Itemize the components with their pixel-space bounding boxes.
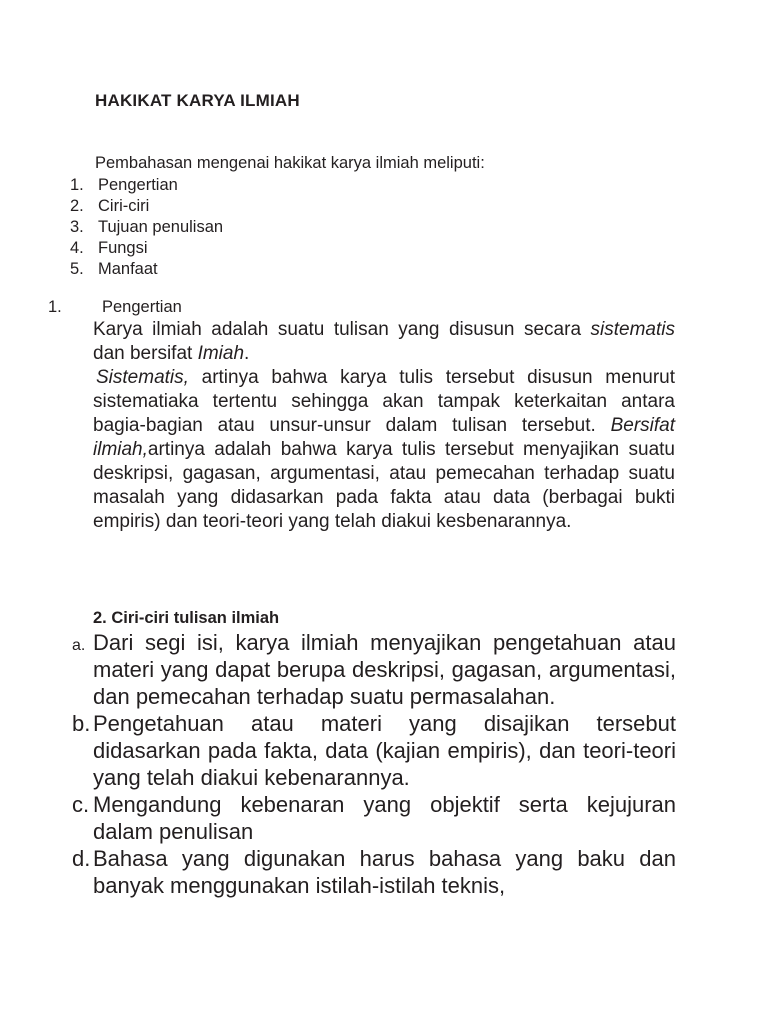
intro-text: Pembahasan mengenai hakikat karya ilmiah meliputi: (95, 154, 485, 172)
paragraph-text: dan bersifat (93, 343, 198, 364)
list-item-text: Mengandung kebenaran yang objektif serta kejujuran dalam penulisan (93, 792, 676, 844)
toc-item-label: Manfaat (98, 260, 158, 278)
toc-item (70, 217, 223, 238)
section1-heading-label: Pengertian (102, 298, 182, 316)
list-item-marker: c. (72, 792, 90, 817)
list-item (72, 845, 676, 899)
toc-item (70, 259, 223, 280)
section2-heading: 2. Ciri-ciri tulisan ilmiah (93, 609, 280, 627)
paragraph-text: . (244, 343, 250, 364)
toc-item (70, 196, 223, 217)
document-title: HAKIKAT KARYA ILMIAH (95, 91, 300, 110)
section1-paragraph-definition (93, 318, 675, 366)
list-item-text: Bahasa yang digunakan harus bahasa yang baku dan banyak menggunakan istilah-istilah teknis, (93, 846, 676, 898)
list-item-marker: b. (72, 711, 91, 736)
emphasis-text: sistematis (590, 319, 675, 340)
section1-paragraph-explanation (93, 366, 675, 534)
toc-item-label: Ciri-ciri (98, 197, 150, 215)
list-item (72, 629, 676, 710)
toc-item-label: Pengertian (98, 176, 178, 194)
emphasis-text: Imiah (197, 343, 245, 364)
paragraph-text: Karya ilmiah adalah suatu tulisan yang disusun secara (93, 319, 591, 340)
list-item-marker: a. (72, 637, 86, 654)
section1-heading (48, 298, 182, 317)
toc-item (70, 238, 223, 259)
toc-item-number: 1. (70, 176, 84, 194)
toc-item-label: Tujuan penulisan (98, 218, 224, 236)
emphasis-text: Bersifat ilmiah, (93, 415, 675, 460)
toc-item-number: 5. (70, 260, 84, 278)
list-item-text: Pengetahuan atau materi yang disajikan tersebut didasarkan pada fakta, data (kajian empiris), dan teori-teori yang telah diakui kebenarannya. (93, 711, 676, 790)
list-item (72, 791, 676, 845)
paragraph-text: artinya adalah bahwa karya tulis tersebut menyajikan suatu deskripsi, gagasan, argumentasi, atau pemecahan terhadap suatu masalah yang didasarkan pada fakta atau data (berbagai bukti empiris) dan teori-teori yang telah diakui kesbenarannya. (93, 439, 675, 532)
list-item-text: Dari segi isi, karya ilmiah menyajikan pengetahuan atau materi yang dapat berupa deskripsi, gagasan, argumentasi, dan pemecahan terhadap suatu permasalahan. (93, 630, 676, 709)
toc-item (70, 175, 223, 196)
list-item-marker: d. (72, 846, 91, 871)
section1-body (93, 318, 675, 534)
paragraph-text: artinya bahwa karya tulis tersebut disusun menurut sistematiaka tertentu sehingga akan tampak keterkaitan antara bagia-bagian atau unsur-unsur dalam tulisan tersebut. (93, 367, 675, 436)
toc-item-label: Fungsi (98, 239, 148, 257)
section2-list (72, 629, 676, 899)
section1-number: 1. (48, 298, 62, 316)
list-item (72, 710, 676, 791)
toc-item-number: 2. (70, 197, 84, 215)
toc-list (70, 175, 223, 280)
emphasis-text: Sistematis, (96, 367, 189, 388)
toc-item-number: 4. (70, 239, 84, 257)
toc-item-number: 3. (70, 218, 84, 236)
